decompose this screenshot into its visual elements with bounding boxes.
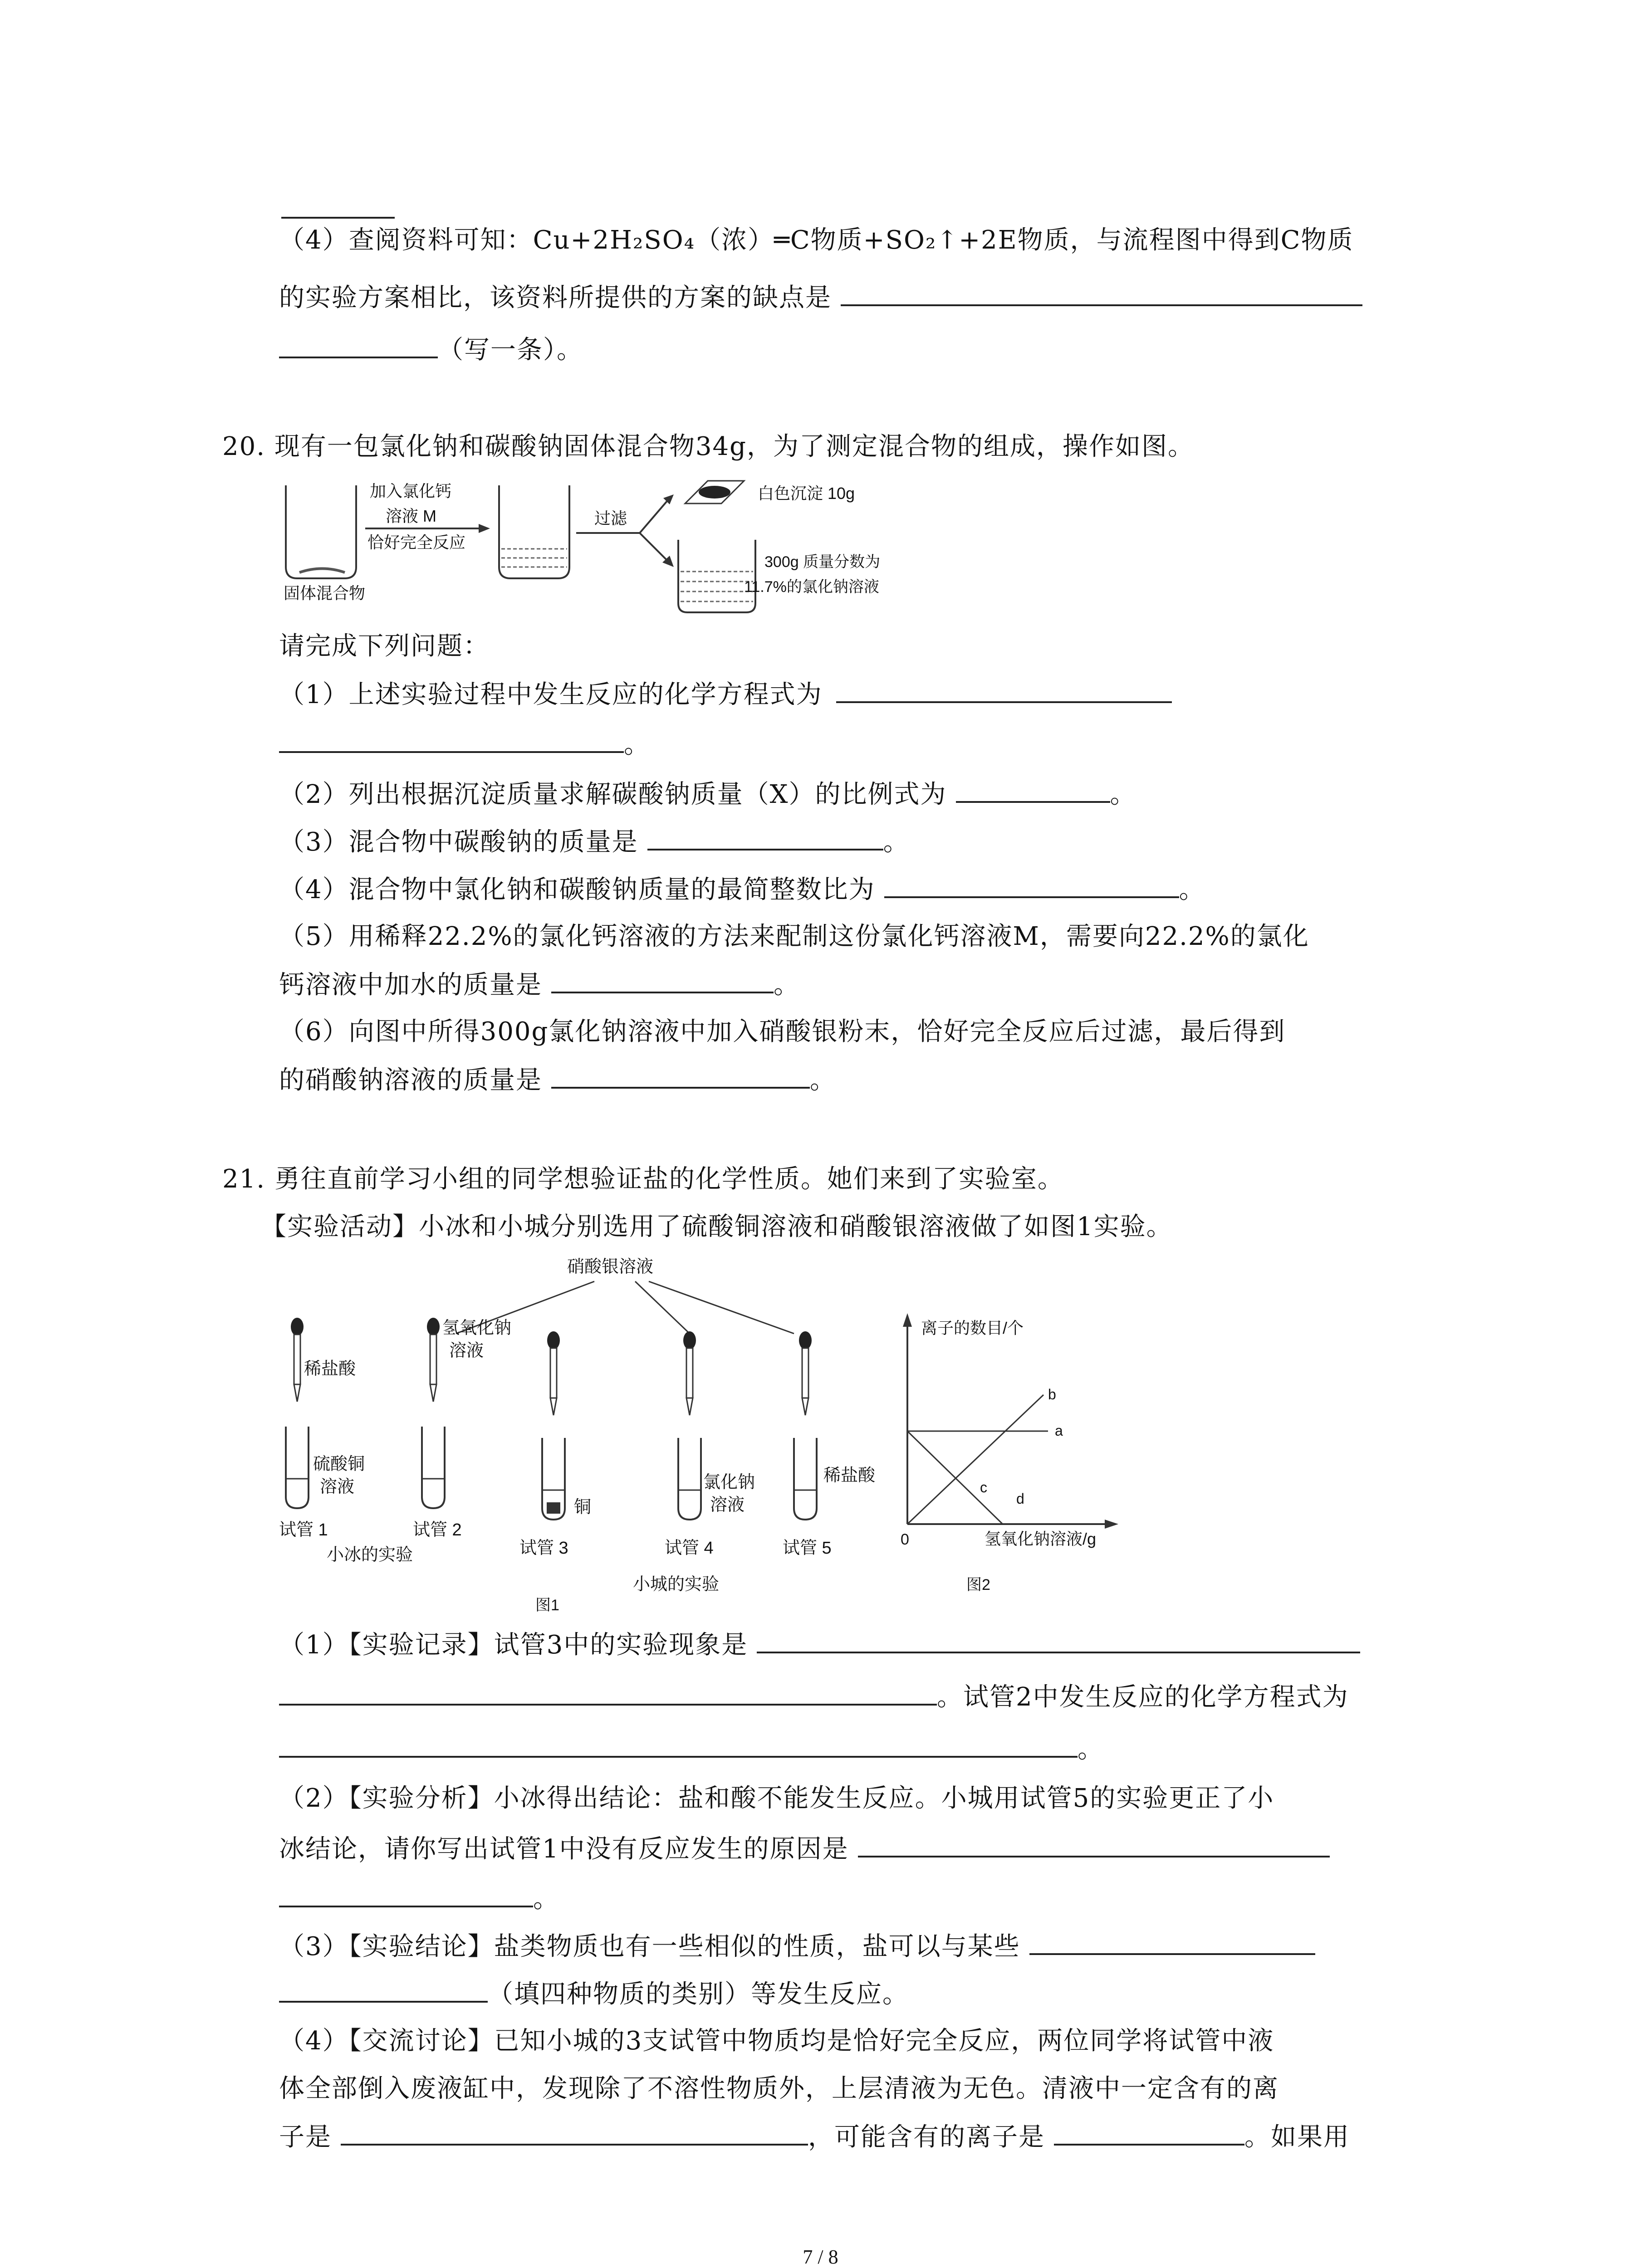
cuso4-label: 溶液 [320, 1477, 355, 1496]
answer-blank [281, 217, 395, 219]
q21-sub3-line2: （填四种物质的类别）等发生反应。 [279, 1975, 909, 2013]
precipitate-label: 白色沉淀 10g [758, 484, 855, 503]
q21-sub2-line2: 冰结论，请你写出试管1中没有反应发生的原因是 [279, 1830, 1330, 1867]
graph-x-label: 氢氧化钠溶液/g [985, 1530, 1097, 1548]
q21-sub1: （1）【实验记录】试管3中的实验现象是 [279, 1626, 1360, 1663]
q20-sub6-line2: 的硝酸钠溶液的质量是 。 [279, 1061, 836, 1099]
q21-sub1-cont: 。试管2中发生反应的化学方程式为 [279, 1678, 1349, 1716]
tube-label: 试管 5 [783, 1539, 832, 1558]
q21-sub4-line2: 体全部倒入废液缸中，发现除了不溶性物质外，上层清液为无色。清液中一定含有的离 [279, 2074, 1279, 2103]
q19-4-line3: （写一条）。 [279, 331, 583, 368]
line-d-label: d [1016, 1491, 1024, 1507]
q21-stem: 21. 勇往直前学习小组的同学想验证盐的化学性质。她们来到了实验室。 [222, 1164, 1064, 1194]
q20-sub3: （3）混合物中碳酸钠的质量是 。 [279, 823, 910, 860]
add-reagent-label: 恰好完全反应 [367, 533, 466, 552]
nacl-label: 溶液 [710, 1496, 745, 1515]
q20-stem: 20. 现有一包氯化钠和碳酸钠固体混合物34g，为了测定混合物的组成，操作如图。 [222, 432, 1194, 461]
dropper-icon [291, 1318, 304, 1402]
tube-label: 试管 2 [413, 1520, 462, 1540]
add-reagent-label: 加入氯化钙 [370, 482, 452, 500]
q21-sub4-line3: 子是 ，可能含有的离子是 。如果用 [279, 2118, 1350, 2156]
q21-sub3: （3）【实验结论】盐类物质也有一些相似的性质，盐可以与某些 [279, 1928, 1315, 1965]
beaker-icon [499, 485, 569, 578]
add-reagent-label: 溶液 M [386, 507, 436, 525]
q20-sub2: （2）列出根据沉淀质量求解碳酸钠质量（X）的比例式为 。 [279, 776, 1136, 813]
q20-prompt: 请完成下列问题： [279, 631, 490, 661]
dropper-icon [547, 1331, 560, 1415]
q20-sub4: （4）混合物中氯化钠和碳酸钠质量的最简整数比为 。 [279, 871, 1205, 908]
copper-label: 铜 [574, 1498, 592, 1517]
line-b-label: b [1048, 1386, 1056, 1403]
solution-label: 11.7%的氯化钠溶液 [744, 578, 879, 596]
q20-sub6-line1: （6）向图中所得300g氯化钠溶液中加入硝酸银粉末，恰好完全反应后过滤，最后得到 [279, 1017, 1286, 1046]
arrow-icon [640, 533, 667, 560]
solution-label: 300g 质量分数为 [764, 553, 881, 571]
q21-sub4-line1: （4）【交流讨论】已知小城的3支试管中物质均是恰好完全反应，两位同学将试管中液 [279, 2026, 1274, 2056]
q20-sub5-line2: 钙溶液中加水的质量是 。 [279, 966, 800, 1003]
q20-sub1-cont: 。 [279, 726, 650, 763]
test-tube-icon [794, 1438, 817, 1520]
page-number: 7 / 8 [803, 2246, 838, 2268]
nacl-label: 氯化钠 [703, 1473, 755, 1492]
graph-origin: 0 [901, 1531, 909, 1548]
cuso4-label: 硫酸铜 [313, 1455, 365, 1474]
q21-activity: 【实验活动】小冰和小城分别选用了硫酸铜溶液和硝酸银溶液做了如图1实验。 [261, 1212, 1173, 1242]
q21-sub1-end: 。 [279, 1730, 1104, 1768]
dilute-hcl-label: 稀盐酸 [304, 1359, 356, 1378]
naoh-label: 氢氧化钠 [442, 1319, 512, 1338]
line-a-label: a [1055, 1422, 1063, 1439]
ion-count-graph [901, 1313, 1118, 1593]
dropper-icon [427, 1318, 440, 1402]
beaker-icon [286, 485, 356, 578]
test-tube-icon [422, 1427, 445, 1508]
q21-figure [277, 1252, 1152, 1617]
arrow-icon [640, 501, 667, 533]
tube-label: 试管 1 [279, 1520, 328, 1540]
filter-label: 过滤 [594, 509, 627, 528]
q21-sub2-line1: （2）【实验分析】小冰得出结论：盐和酸不能发生反应。小城用试管5的实验更正了小 [279, 1784, 1274, 1813]
dropper-icon [799, 1331, 812, 1415]
group-label: 小城的实验 [633, 1575, 720, 1594]
silver-nitrate-label: 硝酸银溶液 [567, 1257, 654, 1276]
test-tube-icon [678, 1438, 701, 1520]
dropper-icon [683, 1331, 696, 1415]
line-c-label: c [980, 1479, 987, 1496]
q19-4-line1: （4）查阅资料可知：Cu+2H₂SO₄（浓）═C物质+SO₂↑+2E物质，与流程图中得到C物质 [279, 225, 1354, 255]
q20-figure [277, 476, 966, 623]
tube-label: 试管 4 [665, 1539, 714, 1558]
group-label: 小冰的实验 [327, 1545, 413, 1564]
q20-sub5-line1: （5）用稀释22.2%的氯化钙溶液的方法来配制这份氯化钙溶液M，需要向22.2%的氯化 [279, 922, 1309, 951]
test-tube-icon [286, 1427, 309, 1508]
tube-label: 试管 3 [519, 1539, 568, 1558]
q20-sub1: （1）上述实验过程中发生反应的化学方程式为 [279, 676, 1172, 713]
graph-y-label: 离子的数目/个 [921, 1319, 1024, 1337]
figure-caption: 图2 [966, 1576, 990, 1593]
naoh-label: 溶液 [449, 1341, 484, 1360]
q21-sub2-end: 。 [279, 1880, 559, 1917]
solid-mixture-label: 固体混合物 [284, 584, 366, 602]
dilute-hcl-label: 稀盐酸 [823, 1466, 876, 1485]
q19-4-line2: 的实验方案相比，该资料所提供的方案的缺点是 [279, 279, 1362, 316]
figure-caption: 图1 [535, 1597, 559, 1614]
